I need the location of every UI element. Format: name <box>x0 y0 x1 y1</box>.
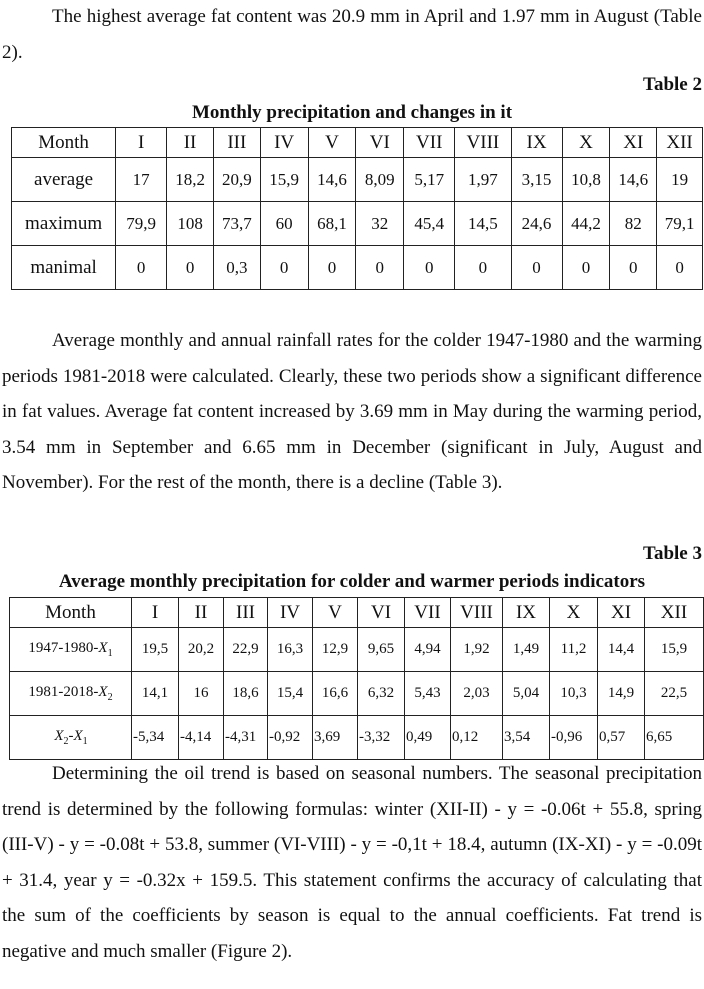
table-cell: 14,9 <box>598 672 645 716</box>
table3-header-cell: VI <box>358 598 405 628</box>
table-cell: 79,9 <box>116 202 167 246</box>
row-label-prefix: 1947-1980- <box>28 640 99 656</box>
row-label-prefix: 1981-2018- <box>28 684 99 700</box>
table-cell: 9,65 <box>358 628 405 672</box>
row-label-variable: X <box>73 728 83 744</box>
table2-title: Monthly precipitation and changes in it <box>191 102 513 123</box>
table3-header-cell: VII <box>405 598 451 628</box>
table-cell: 0 <box>562 246 610 290</box>
row-label-variable: X <box>98 640 108 656</box>
row-label <box>10 628 132 672</box>
table-cell: 0 <box>260 246 308 290</box>
table3-number: Table 3 <box>643 543 702 564</box>
intro-paragraph: The highest average fat content was 20.9 mm in April and 1.97 mm in August (Table 2). <box>2 6 702 63</box>
row-label-separator: - <box>68 728 74 744</box>
table2-header-cell: I <box>116 128 167 158</box>
table-cell: -5,34 <box>132 716 179 760</box>
table-cell: 73,7 <box>213 202 260 246</box>
row-label-variable: X <box>54 728 64 744</box>
table2-header-cell: VIII <box>455 128 511 158</box>
table-cell: 1,49 <box>503 628 550 672</box>
table-cell: 18,6 <box>224 672 268 716</box>
body-paragraph-3: Determining the oil trend is based on seasonal numbers. The seasonal precipitation trend is determined by the following formulas: winter (XII-II) - y = -0.06t + 55.8, spring (III-V) - y = -0.08t + 53.8, summer (VI-VIII) - y = -0,1t + 18.4, autumn (IX-XI) - y = -0.09t + 31.4, year y = -0.32x + 159.5. This statement confirms the accuracy of calculating that the sum of the coefficients by season is equal to the annual coefficients. Fat trend is negative and much smaller (Figure 2). <box>2 763 702 962</box>
table-cell: 3,54 <box>503 716 550 760</box>
table-cell: 15,4 <box>268 672 313 716</box>
table-cell: 0,57 <box>598 716 645 760</box>
table-cell: 0,49 <box>405 716 451 760</box>
table3-header-cell: V <box>313 598 358 628</box>
table3-header-cell: IV <box>268 598 313 628</box>
table-cell: 14,5 <box>455 202 511 246</box>
table2-header-cell: II <box>167 128 214 158</box>
table-cell: 1,92 <box>451 628 503 672</box>
table-cell: 17 <box>116 158 167 202</box>
table2-header-cell: XII <box>657 128 703 158</box>
table-cell: 10,3 <box>550 672 598 716</box>
table2-header-cell: VI <box>356 128 404 158</box>
table2-header-cell: X <box>562 128 610 158</box>
table-cell: 82 <box>610 202 657 246</box>
row-label: manimal <box>12 246 116 290</box>
table-cell: 12,9 <box>313 628 358 672</box>
table3 <box>9 597 704 760</box>
table-cell: 4,94 <box>405 628 451 672</box>
table-cell: 10,8 <box>562 158 610 202</box>
table-cell: 0 <box>404 246 455 290</box>
table-row <box>10 628 704 672</box>
table-cell: -0,92 <box>268 716 313 760</box>
table-cell: 24,6 <box>511 202 562 246</box>
table-cell: 16,3 <box>268 628 313 672</box>
table-cell: 45,4 <box>404 202 455 246</box>
table-cell: 19 <box>657 158 703 202</box>
table3-header-cell: X <box>550 598 598 628</box>
table-cell: 20,2 <box>179 628 224 672</box>
table-row <box>12 158 703 202</box>
table-cell: 20,9 <box>213 158 260 202</box>
table3-header-cell: VIII <box>451 598 503 628</box>
table-cell: 19,5 <box>132 628 179 672</box>
row-label-variable: X <box>98 684 108 700</box>
row-label: average <box>12 158 116 202</box>
table3-header-cell: II <box>179 598 224 628</box>
table-cell: 22,5 <box>645 672 704 716</box>
table-row <box>12 246 703 290</box>
table-cell: 1,97 <box>455 158 511 202</box>
table-cell: -4,14 <box>179 716 224 760</box>
table2-header-cell: IX <box>511 128 562 158</box>
table-cell: 68,1 <box>308 202 356 246</box>
table-cell: 14,6 <box>610 158 657 202</box>
body-paragraph-2: Average monthly and annual rainfall rates for the colder 1947-1980 and the warming periods 1981-2018 were calculated. Clearly, these two periods show a significant difference in fat values. Average fat content increased by 3.69 mm in May during the warming period, 3.54 mm in September and 6.65 mm in December (significant in July, August and November). For the rest of the month, there is a decline (Table 3). <box>2 330 702 493</box>
table-cell: 3,69 <box>313 716 358 760</box>
row-label-subscript: 1 <box>107 648 113 659</box>
table-cell: 44,2 <box>562 202 610 246</box>
table-cell: 14,1 <box>132 672 179 716</box>
table3-header-cell: IX <box>503 598 550 628</box>
table3-title: Average monthly precipitation for colder and warmer periods indicators <box>58 571 646 592</box>
row-label-subscript: 2 <box>63 736 69 747</box>
row-label: maximum <box>12 202 116 246</box>
table-cell: -3,32 <box>358 716 405 760</box>
table-cell: 0 <box>610 246 657 290</box>
table-cell: 22,9 <box>224 628 268 672</box>
table-cell: -0,96 <box>550 716 598 760</box>
table-cell: 0,3 <box>213 246 260 290</box>
table-cell: 18,2 <box>167 158 214 202</box>
table-cell: 0 <box>116 246 167 290</box>
table-row <box>12 202 703 246</box>
table-cell: 60 <box>260 202 308 246</box>
table2-header-cell: XI <box>610 128 657 158</box>
row-label <box>10 672 132 716</box>
table2-number: Table 2 <box>643 74 702 95</box>
table2-header-row <box>12 128 703 158</box>
table-cell: 0 <box>511 246 562 290</box>
table-cell: 6,65 <box>645 716 704 760</box>
row-label <box>10 716 132 760</box>
table2-header-cell: V <box>308 128 356 158</box>
row-label-subscript: 2 <box>107 692 113 703</box>
table3-header-cell: III <box>224 598 268 628</box>
table-cell: 11,2 <box>550 628 598 672</box>
table-cell: 5,43 <box>405 672 451 716</box>
table-cell: 16 <box>179 672 224 716</box>
table-cell: 0 <box>356 246 404 290</box>
table-cell: 14,4 <box>598 628 645 672</box>
table-cell: 15,9 <box>645 628 704 672</box>
table-cell: 79,1 <box>657 202 703 246</box>
table2 <box>11 127 703 290</box>
table2-header-cell: VII <box>404 128 455 158</box>
table-cell: 14,6 <box>308 158 356 202</box>
table-cell: 0,12 <box>451 716 503 760</box>
table2-header-cell: IV <box>260 128 308 158</box>
table3-header-cell: Month <box>10 598 132 628</box>
table-cell: 0 <box>167 246 214 290</box>
table-cell: 15,9 <box>260 158 308 202</box>
table-cell: 5,04 <box>503 672 550 716</box>
table-cell: 0 <box>308 246 356 290</box>
table-cell: 2,03 <box>451 672 503 716</box>
table-cell: 16,6 <box>313 672 358 716</box>
table-cell: 0 <box>657 246 703 290</box>
table-cell: 5,17 <box>404 158 455 202</box>
table3-header-cell: I <box>132 598 179 628</box>
table2-header-cell: III <box>213 128 260 158</box>
table-cell: -4,31 <box>224 716 268 760</box>
table-cell: 0 <box>455 246 511 290</box>
table-cell: 3,15 <box>511 158 562 202</box>
table-cell: 32 <box>356 202 404 246</box>
table2-header-cell: Month <box>12 128 116 158</box>
table-row <box>10 716 704 760</box>
table-cell: 6,32 <box>358 672 405 716</box>
table-cell: 8,09 <box>356 158 404 202</box>
table-row <box>10 672 704 716</box>
table3-header-cell: XII <box>645 598 704 628</box>
table3-header-cell: XI <box>598 598 645 628</box>
table3-header-row <box>10 598 704 628</box>
table-cell: 108 <box>167 202 214 246</box>
row-label-subscript: 1 <box>82 736 88 747</box>
